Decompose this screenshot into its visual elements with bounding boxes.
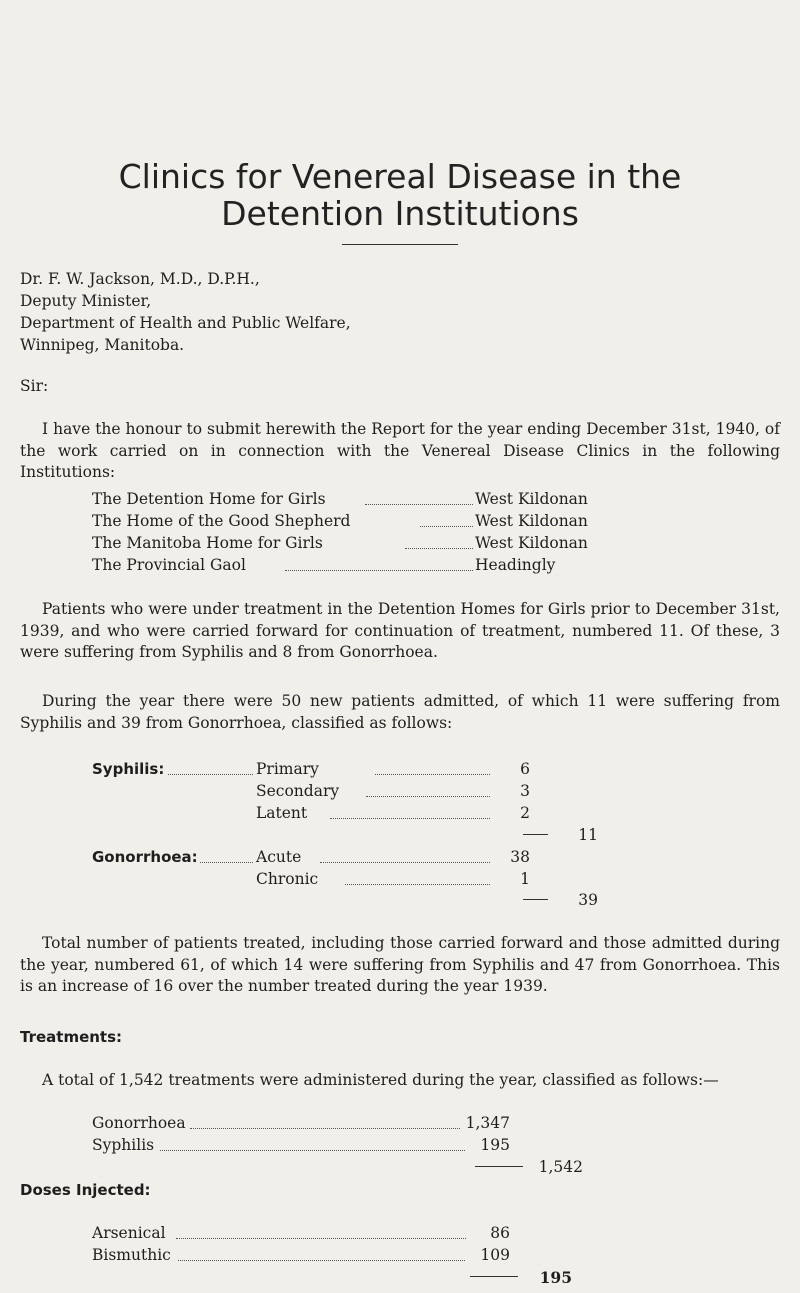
leader-dots xyxy=(160,1150,465,1151)
institution-name: The Provincial Gaol xyxy=(92,556,246,574)
salutation: Sir: xyxy=(20,377,49,395)
classification-item-label: Latent xyxy=(256,804,308,822)
subtotal-rule xyxy=(523,834,548,835)
leader-dots xyxy=(168,774,253,775)
leader-dots xyxy=(375,774,490,775)
total-patients-text: Total number of patients treated, including those carried forward and those admitted during the year, numbered 61, of which 14 were suffering from Syphilis and 47 from Gonorrhoea. This is an increase of 16 over the number treated during the year 1939. xyxy=(20,934,780,995)
institution-location: West Kildonan xyxy=(475,534,588,552)
new-patients-paragraph xyxy=(20,691,780,734)
gonorrhoea-label: Gonorrhoea: xyxy=(92,848,198,866)
institution-name: The Home of the Good Shepherd xyxy=(92,512,351,530)
institution-name: The Manitoba Home for Girls xyxy=(92,534,323,552)
institution-location: West Kildonan xyxy=(475,490,588,508)
leader-dots xyxy=(365,504,473,505)
treatment-item-value: 195 xyxy=(480,1136,510,1154)
classification-item-value: 1 xyxy=(520,870,530,888)
institution-location: Headingly xyxy=(475,556,556,574)
total-patients-paragraph xyxy=(20,933,780,998)
leader-dots xyxy=(200,862,253,863)
gonorrhoea-total: 39 xyxy=(578,891,598,909)
leader-dots xyxy=(190,1128,460,1129)
address-line-4: Winnipeg, Manitoba. xyxy=(20,336,185,354)
leader-dots xyxy=(366,796,490,797)
address-line-1: Dr. F. W. Jackson, M.D., D.P.H., xyxy=(20,270,260,288)
new-patients-text: During the year there were 50 new patients admitted, of which 11 were suffering from Syphilis and 39 from Gonorrhoea, classified as follows: xyxy=(20,692,780,732)
treatment-item-label: Syphilis xyxy=(92,1136,155,1154)
institution-location: West Kildonan xyxy=(475,512,588,530)
classification-item-label: Acute xyxy=(256,848,302,866)
page-title-line-2: Detention Institutions xyxy=(221,194,579,233)
syphilis-label: Syphilis: xyxy=(92,760,165,778)
leader-dots xyxy=(178,1260,465,1261)
subtotal-rule xyxy=(523,899,548,900)
address-line-3: Department of Health and Public Welfare, xyxy=(20,314,351,332)
institution-name: The Detention Home for Girls xyxy=(92,490,326,508)
doses-heading: Doses Injected: xyxy=(20,1181,151,1199)
prior-patients-text: Patients who were under treatment in the Detention Homes for Girls prior to December 31st, 1939, and who were carried forward for continuation of treatment, numbered 11. Of these, 3 were suffering from Syphilis and 8 from Gonorrhoea. xyxy=(20,600,780,661)
dose-item-value: 86 xyxy=(490,1224,510,1242)
treatment-item-label: Gonorrhoea xyxy=(92,1114,186,1132)
leader-dots xyxy=(420,526,473,527)
leader-dots xyxy=(176,1238,466,1239)
dose-item-label: Bismuthic xyxy=(92,1246,171,1264)
address-line-2: Deputy Minister, xyxy=(20,292,152,310)
syphilis-total: 11 xyxy=(578,826,598,844)
treatments-heading: Treatments: xyxy=(20,1028,123,1046)
leader-dots xyxy=(345,884,490,885)
dose-item-label: Arsenical xyxy=(92,1224,166,1242)
treatment-item-value: 1,347 xyxy=(465,1114,510,1132)
classification-item-value: 38 xyxy=(510,848,530,866)
leader-dots xyxy=(320,862,490,863)
intro-paragraph xyxy=(20,419,780,484)
treatments-total: 1,542 xyxy=(538,1158,583,1176)
treatments-intro: A total of 1,542 treatments were administered during the year, classified as follows:— xyxy=(42,1071,719,1089)
classification-item-value: 2 xyxy=(520,804,530,822)
page-title-line-1: Clinics for Venereal Disease in the xyxy=(118,157,682,196)
title-divider xyxy=(342,244,458,245)
subtotal-rule xyxy=(475,1166,523,1167)
intro-text: I have the honour to submit herewith the Report for the year ending December 31st, 1940, of the work carried on in connection with the Venereal Disease Clinics in the following Institutions: xyxy=(20,420,780,481)
classification-item-value: 6 xyxy=(520,760,530,778)
leader-dots xyxy=(330,818,490,819)
doses-total: 195 xyxy=(539,1268,572,1287)
dose-item-value: 109 xyxy=(480,1246,510,1264)
classification-item-label: Secondary xyxy=(256,782,340,800)
classification-item-label: Primary xyxy=(256,760,319,778)
classification-item-value: 3 xyxy=(520,782,530,800)
classification-item-label: Chronic xyxy=(256,870,319,888)
prior-patients-paragraph xyxy=(20,599,780,664)
treatments-paragraph xyxy=(20,1070,780,1092)
leader-dots xyxy=(285,570,473,571)
leader-dots xyxy=(405,548,473,549)
subtotal-rule xyxy=(470,1276,518,1277)
